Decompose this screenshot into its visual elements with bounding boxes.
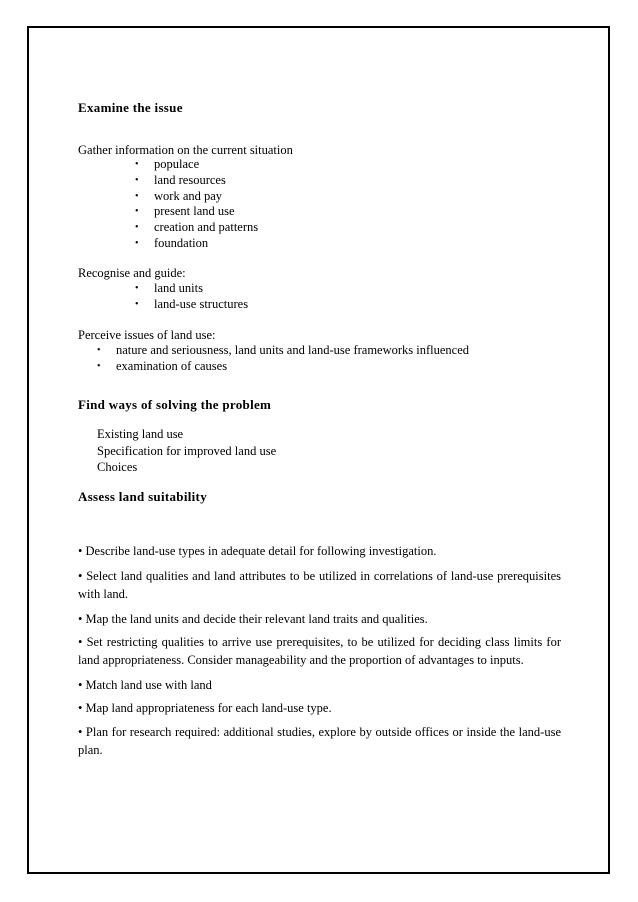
bullet-icon: •	[135, 222, 139, 234]
bullet-icon: •	[135, 298, 139, 310]
bullet-icon: •	[135, 190, 139, 202]
heading-examine-issue: Examine the issue	[78, 100, 183, 115]
perceive-list	[97, 343, 470, 375]
recognise-label: Recognise and guide:	[78, 266, 186, 280]
list-item: • work and pay	[135, 188, 223, 203]
list-item: • foundation	[135, 235, 209, 250]
solve-list	[97, 426, 276, 476]
list-item: • present land use	[135, 204, 235, 219]
assess-paragraph: • Map land appropriateness for each land-use type.	[78, 701, 332, 715]
perceive-label: Perceive issues of land use:	[78, 328, 216, 342]
list-item: • land-use structures	[135, 296, 249, 311]
bullet-icon: •	[135, 174, 139, 186]
list-item: • populace	[135, 157, 200, 171]
list-item: Specification for improved land use	[97, 443, 277, 458]
assess-paragraph: • Select land qualities and land attributes to be utilized in correlations of land-use prerequisites with land.	[78, 569, 561, 601]
bullet-icon: •	[135, 206, 139, 218]
recognise-list	[135, 281, 249, 313]
assess-paragraph: • Describe land-use types in adequate detail for following investigation.	[78, 544, 437, 558]
assess-paragraph: • Set restricting qualities to arrive use prerequisites, to be utilized for deciding class limits for land appropriateness. Consider manageability and the proportion of advantages to inputs.	[78, 635, 561, 667]
gather-label: Gather information on the current situation	[78, 143, 293, 157]
bullet-icon: •	[135, 159, 139, 170]
list-item: • land units	[135, 281, 203, 295]
bullet-icon: •	[97, 345, 101, 356]
assess-paragraph: • Plan for research required: additional studies, explore by outside offices or inside the land-use plan.	[78, 725, 561, 757]
list-item: Existing land use	[97, 427, 184, 441]
assess-paragraph: • Match land use with land	[78, 678, 212, 692]
list-item: • land resources	[135, 172, 226, 187]
list-item: • nature and seriousness, land units and land-use frameworks influenced	[97, 343, 470, 357]
list-item: Choices	[97, 460, 138, 474]
heading-find-ways: Find ways of solving the problem	[78, 397, 272, 412]
list-item: • creation and patterns	[135, 220, 259, 235]
bullet-icon: •	[135, 237, 139, 249]
bullet-icon: •	[97, 360, 101, 372]
assess-paragraph: • Map the land units and decide their relevant land traits and qualities.	[78, 612, 428, 626]
gather-list	[135, 157, 259, 252]
bullet-icon: •	[135, 283, 139, 294]
list-item: • examination of causes	[97, 358, 228, 373]
heading-assess-land: Assess land suitability	[78, 489, 207, 504]
